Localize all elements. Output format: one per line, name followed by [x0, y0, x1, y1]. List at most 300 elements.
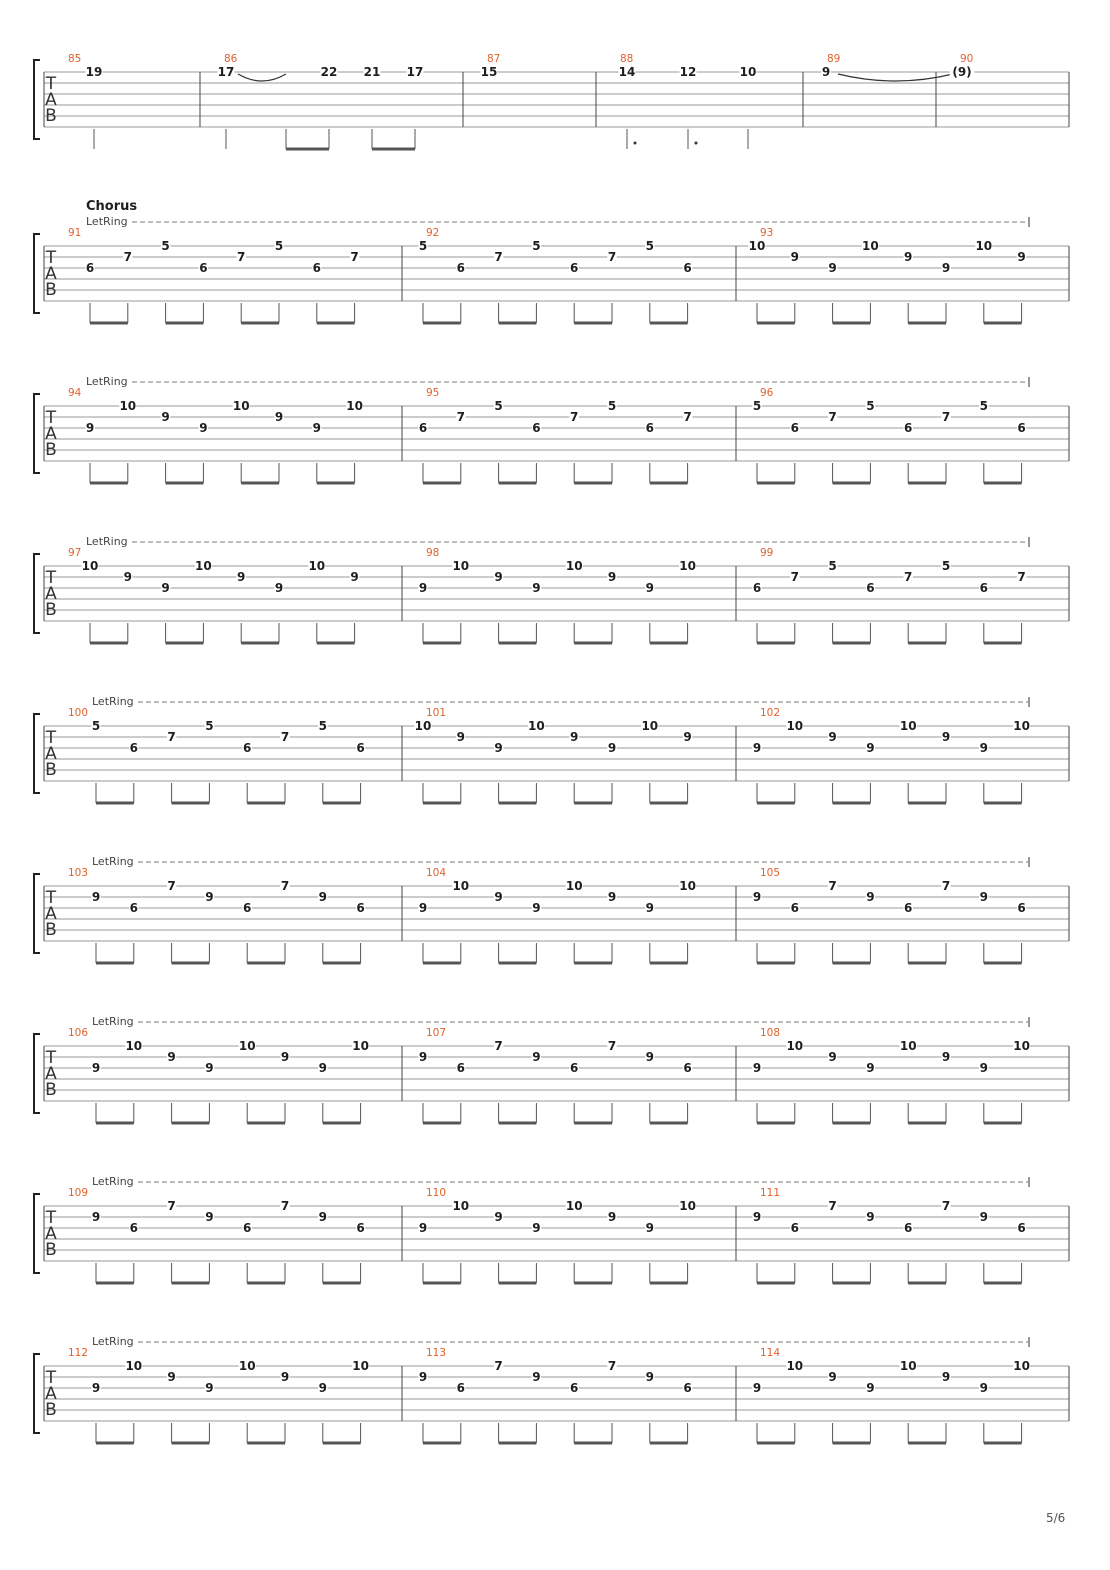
tab-system — [0, 360, 1110, 492]
fret-number: 5 — [607, 399, 617, 413]
fret-number: 7 — [941, 879, 951, 893]
fret-number: 9 — [828, 261, 837, 275]
fret-number: 7 — [237, 250, 246, 264]
fret-number: 6 — [456, 1061, 465, 1075]
fret-number: 9 — [161, 410, 170, 424]
section-label: Chorus — [86, 200, 138, 214]
fret-number: 9 — [532, 1221, 541, 1235]
tab-clef-letter: T — [45, 568, 57, 588]
tab-staff — [0, 1320, 1110, 1452]
fret-number: 9 — [91, 890, 101, 904]
fret-number: 10 — [739, 65, 757, 79]
fret-number: 6 — [570, 1061, 579, 1075]
fret-number: 7 — [167, 879, 176, 893]
dot — [695, 142, 698, 145]
fret-number: 6 — [904, 901, 913, 915]
measure-number: 113 — [426, 1347, 447, 1359]
fret-number: 7 — [1017, 570, 1026, 584]
fret-number: 9 — [161, 581, 170, 595]
tab-clef-letter: T — [45, 74, 57, 94]
fret-number: 9 — [607, 1210, 617, 1224]
fret-number: 7 — [941, 410, 951, 424]
fret-number: 15 — [480, 65, 498, 79]
fret-number: 10 — [528, 719, 545, 733]
staff-bracket — [34, 554, 40, 633]
fret-number: 9 — [979, 1061, 988, 1075]
tab-system — [0, 840, 1110, 972]
measure-number: 110 — [426, 1187, 447, 1199]
letring-label: LetRing — [86, 215, 128, 228]
fret-number: 6 — [356, 901, 365, 915]
fret-number: 9 — [866, 890, 875, 904]
fret-number: 10 — [899, 719, 917, 733]
fret-number: 9 — [123, 570, 132, 584]
fret-number: 5 — [866, 399, 875, 413]
fret-number: 9 — [494, 741, 503, 755]
fret-number: 6 — [418, 421, 428, 435]
measure-number: 91 — [68, 227, 82, 239]
fret-number: 6 — [645, 421, 654, 435]
fret-number: 9 — [418, 1221, 428, 1235]
fret-number: 9 — [199, 421, 208, 435]
fret-number: 10 — [565, 879, 583, 893]
tab-clef-letter: T — [45, 728, 57, 748]
fret-number: 9 — [532, 1050, 541, 1064]
tab-clef-letter: A — [45, 424, 57, 444]
fret-number: 9 — [532, 1370, 541, 1384]
fret-number: 9 — [752, 1210, 762, 1224]
tab-staff — [0, 1160, 1110, 1292]
letring-label: LetRing — [86, 535, 128, 548]
fret-number: 6 — [570, 1381, 579, 1395]
fret-number: 6 — [243, 1221, 252, 1235]
fret-number: 9 — [418, 1370, 428, 1384]
letring-label: LetRing — [92, 855, 134, 868]
fret-number: 10 — [679, 559, 696, 573]
fret-number: 9 — [280, 1370, 290, 1384]
staff-bracket — [34, 60, 40, 139]
measure-number: 93 — [760, 227, 774, 239]
measure-number: 90 — [960, 53, 974, 65]
fret-number: 5 — [979, 399, 988, 413]
fret-number: 5 — [161, 239, 170, 253]
fret-number: 9 — [752, 890, 762, 904]
fret-number: 9 — [979, 741, 988, 755]
tab-staff — [0, 1000, 1110, 1132]
tab-clef-letter: B — [45, 760, 57, 780]
fret-number: 10 — [641, 719, 659, 733]
fret-number: 10 — [786, 719, 804, 733]
measure-number: 109 — [68, 1187, 89, 1199]
fret-number: 9 — [941, 261, 951, 275]
fret-number: 12 — [679, 65, 697, 79]
fret-number: 6 — [790, 901, 799, 915]
fret-number: 10 — [232, 399, 250, 413]
fret-number: 6 — [129, 901, 138, 915]
tab-clef-letter: A — [45, 264, 57, 284]
measure-number: 111 — [760, 1187, 781, 1199]
fret-number: 9 — [790, 250, 799, 264]
fret-number: 7 — [167, 1199, 176, 1213]
fret-number: 10 — [352, 1039, 369, 1053]
fret-number: 7 — [494, 1039, 503, 1053]
tab-system — [0, 26, 1110, 158]
fret-number: 10 — [238, 1359, 256, 1373]
fret-number: 6 — [570, 261, 579, 275]
fret-number: 22 — [320, 65, 338, 79]
tab-staff — [0, 680, 1110, 812]
fret-number: 9 — [274, 581, 284, 595]
fret-number: 9 — [866, 1210, 875, 1224]
fret-number: 7 — [280, 879, 290, 893]
tab-clef-letter: B — [45, 1240, 57, 1260]
fret-number: 9 — [570, 730, 579, 744]
fret-number: 6 — [356, 741, 365, 755]
fret-number: 9 — [494, 1210, 503, 1224]
fret-number: 6 — [683, 1061, 692, 1075]
fret-number: 10 — [565, 1199, 583, 1213]
fret-number: 9 — [828, 1050, 837, 1064]
tab-clef-letter: B — [45, 920, 57, 940]
fret-number: 9 — [418, 581, 428, 595]
tab-clef-letter: B — [45, 600, 57, 620]
staff-bracket — [34, 1194, 40, 1273]
fret-number: (9) — [952, 65, 972, 79]
tab-clef-letter: B — [45, 280, 57, 300]
fret-number: 6 — [312, 261, 321, 275]
fret-number: 9 — [318, 890, 327, 904]
fret-number: 9 — [237, 570, 246, 584]
tab-system — [0, 520, 1110, 652]
measure-number: 92 — [426, 227, 440, 239]
fret-number: 5 — [274, 239, 284, 253]
fret-number: 10 — [1013, 1359, 1030, 1373]
fret-number: 7 — [790, 570, 799, 584]
fret-number: 5 — [205, 719, 214, 733]
fret-number: 5 — [941, 559, 951, 573]
fret-number: 9 — [866, 1061, 875, 1075]
fret-number: 7 — [828, 879, 837, 893]
fret-number: 17 — [217, 65, 235, 79]
fret-number: 6 — [979, 581, 988, 595]
tab-staff — [0, 840, 1110, 972]
fret-number: 9 — [752, 1381, 762, 1395]
tab-system — [0, 1320, 1110, 1452]
fret-number: 9 — [752, 1061, 762, 1075]
fret-number: 9 — [274, 410, 284, 424]
letring-label: LetRing — [92, 1175, 134, 1188]
tab-clef-letter: A — [45, 904, 57, 924]
tab-staff — [0, 200, 1110, 332]
staff-bracket — [34, 874, 40, 953]
fret-number: 10 — [452, 559, 470, 573]
measure-number: 104 — [426, 867, 447, 879]
fret-number: 6 — [456, 261, 465, 275]
fret-number: 5 — [318, 719, 327, 733]
fret-number: 5 — [752, 399, 762, 413]
measure-number: 107 — [426, 1027, 447, 1039]
fret-number: 9 — [85, 421, 95, 435]
fret-number: 7 — [280, 730, 290, 744]
fret-number: 10 — [119, 399, 137, 413]
tab-clef-letter: A — [45, 1064, 57, 1084]
tab-staff — [0, 360, 1110, 492]
fret-number: 9 — [91, 1061, 101, 1075]
tab-clef-letter: T — [45, 408, 57, 428]
fret-number: 6 — [129, 741, 138, 755]
tab-system — [0, 1000, 1110, 1132]
letring-label: LetRing — [92, 1335, 134, 1348]
tab-clef-letter: T — [45, 888, 57, 908]
fret-number: 7 — [607, 1359, 617, 1373]
fret-number: 7 — [350, 250, 359, 264]
fret-number: 9 — [941, 730, 951, 744]
fret-number: 9 — [645, 901, 654, 915]
fret-number: 6 — [85, 261, 95, 275]
tab-staff — [0, 520, 1110, 652]
fret-number: 6 — [904, 421, 913, 435]
fret-number: 9 — [941, 1050, 951, 1064]
tab-clef-letter: B — [45, 1400, 57, 1420]
fret-number: 6 — [752, 581, 762, 595]
fret-number: 10 — [195, 559, 212, 573]
fret-number: 9 — [1017, 250, 1026, 264]
fret-number: 9 — [979, 890, 988, 904]
measure-number: 87 — [487, 53, 501, 65]
fret-number: 9 — [941, 1370, 951, 1384]
fret-number: 9 — [979, 1381, 988, 1395]
tab-clef-letter: A — [45, 90, 57, 110]
fret-number: 9 — [205, 890, 214, 904]
fret-number: 6 — [356, 1221, 365, 1235]
tab-staff — [0, 26, 1110, 158]
measure-number: 86 — [224, 53, 238, 65]
fret-number: 5 — [91, 719, 101, 733]
fret-number: 9 — [904, 250, 913, 264]
tab-clef-letter: T — [45, 1208, 57, 1228]
fret-number: 9 — [494, 570, 503, 584]
fret-number: 6 — [129, 1221, 138, 1235]
fret-number: 7 — [280, 1199, 290, 1213]
letring-label: LetRing — [92, 695, 134, 708]
fret-number: 10 — [81, 559, 99, 573]
fret-number: 10 — [679, 879, 696, 893]
tab-clef-letter: T — [45, 248, 57, 268]
fret-number: 7 — [167, 730, 176, 744]
fret-number: 9 — [607, 741, 617, 755]
fret-number: 9 — [645, 581, 654, 595]
fret-number: 9 — [645, 1370, 654, 1384]
fret-number: 10 — [414, 719, 432, 733]
fret-number: 6 — [456, 1381, 465, 1395]
fret-number: 9 — [645, 1221, 654, 1235]
measure-number: 89 — [827, 53, 841, 65]
fret-number: 6 — [790, 1221, 799, 1235]
fret-number: 6 — [243, 901, 252, 915]
measure-number: 102 — [760, 707, 781, 719]
tab-clef-letter: T — [45, 1048, 57, 1068]
fret-number: 7 — [607, 250, 617, 264]
fret-number: 6 — [866, 581, 875, 595]
fret-number: 6 — [532, 421, 541, 435]
fret-number: 9 — [828, 1370, 837, 1384]
fret-number: 9 — [205, 1381, 214, 1395]
measure-number: 97 — [68, 547, 82, 559]
fret-number: 7 — [828, 410, 837, 424]
fret-number: 9 — [607, 570, 617, 584]
fret-number: 10 — [786, 1359, 804, 1373]
fret-number: 10 — [786, 1039, 804, 1053]
fret-number: 9 — [683, 730, 692, 744]
fret-number: 7 — [456, 410, 465, 424]
fret-number: 6 — [683, 261, 692, 275]
measure-number: 94 — [68, 387, 82, 399]
fret-number: 10 — [125, 1359, 143, 1373]
tie — [238, 74, 286, 81]
staff-bracket — [34, 394, 40, 473]
tab-system — [0, 680, 1110, 812]
fret-number: 10 — [679, 1199, 696, 1213]
fret-number: 9 — [456, 730, 465, 744]
fret-number: 7 — [570, 410, 579, 424]
fret-number: 9 — [979, 1210, 988, 1224]
measure-number: 108 — [760, 1027, 781, 1039]
fret-number: 9 — [645, 1050, 654, 1064]
fret-number: 7 — [123, 250, 132, 264]
tab-clef-letter: T — [45, 1368, 57, 1388]
tab-clef-letter: B — [45, 1080, 57, 1100]
fret-number: 10 — [899, 1039, 917, 1053]
fret-number: 9 — [494, 890, 503, 904]
fret-number: 10 — [346, 399, 363, 413]
fret-number: 9 — [418, 901, 428, 915]
fret-number: 9 — [866, 741, 875, 755]
fret-number: 10 — [352, 1359, 369, 1373]
measure-number: 99 — [760, 547, 774, 559]
measure-number: 95 — [426, 387, 440, 399]
fret-number: 6 — [904, 1221, 913, 1235]
tab-clef-letter: B — [45, 106, 57, 126]
tab-clef-letter: A — [45, 1384, 57, 1404]
fret-number: 9 — [280, 1050, 290, 1064]
tab-clef-letter: A — [45, 744, 57, 764]
letring-label: LetRing — [92, 1015, 134, 1028]
fret-number: 6 — [790, 421, 799, 435]
fret-number: 9 — [91, 1210, 101, 1224]
fret-number: 7 — [828, 1199, 837, 1213]
measure-number: 98 — [426, 547, 440, 559]
fret-number: 7 — [904, 570, 913, 584]
fret-number: 10 — [748, 239, 766, 253]
staff-bracket — [34, 234, 40, 313]
fret-number: 7 — [941, 1199, 951, 1213]
fret-number: 9 — [752, 741, 762, 755]
tab-clef-letter: A — [45, 1224, 57, 1244]
fret-number: 7 — [607, 1039, 617, 1053]
fret-number: 9 — [167, 1050, 176, 1064]
fret-number: 9 — [821, 65, 831, 79]
fret-number: 6 — [683, 1381, 692, 1395]
fret-number: 5 — [494, 399, 503, 413]
measure-number: 105 — [760, 867, 781, 879]
measure-number: 114 — [760, 1347, 781, 1359]
fret-number: 6 — [1017, 1221, 1026, 1235]
fret-number: 10 — [238, 1039, 256, 1053]
fret-number: 9 — [318, 1381, 327, 1395]
letring-label: LetRing — [86, 375, 128, 388]
fret-number: 6 — [199, 261, 208, 275]
fret-number: 9 — [532, 581, 541, 595]
fret-number: 9 — [828, 730, 837, 744]
fret-number: 9 — [205, 1061, 214, 1075]
fret-number: 10 — [125, 1039, 143, 1053]
fret-number: 10 — [308, 559, 326, 573]
fret-number: 7 — [683, 410, 692, 424]
fret-number: 10 — [1013, 719, 1030, 733]
measure-number: 100 — [68, 707, 89, 719]
page-number: 5/6 — [1046, 1511, 1066, 1525]
fret-number: 5 — [828, 559, 837, 573]
fret-number: 14 — [618, 65, 636, 79]
fret-number: 9 — [205, 1210, 214, 1224]
fret-number: 9 — [312, 421, 321, 435]
dot — [634, 142, 637, 145]
fret-number: 10 — [1013, 1039, 1030, 1053]
fret-number: 7 — [494, 1359, 503, 1373]
measure-number: 112 — [68, 1347, 89, 1359]
measure-number: 88 — [620, 53, 634, 65]
fret-number: 10 — [452, 1199, 470, 1213]
fret-number: 6 — [1017, 421, 1026, 435]
fret-number: 6 — [243, 741, 252, 755]
fret-number: 5 — [645, 239, 654, 253]
fret-number: 21 — [363, 65, 381, 79]
staff-bracket — [34, 714, 40, 793]
fret-number: 5 — [532, 239, 541, 253]
fret-number: 10 — [452, 879, 470, 893]
fret-number: 10 — [975, 239, 993, 253]
fret-number: 10 — [565, 559, 583, 573]
staff-bracket — [34, 1034, 40, 1113]
fret-number: 10 — [899, 1359, 917, 1373]
measure-number: 103 — [68, 867, 89, 879]
fret-number: 9 — [91, 1381, 101, 1395]
fret-number: 7 — [494, 250, 503, 264]
fret-number: 6 — [1017, 901, 1026, 915]
measure-number: 101 — [426, 707, 447, 719]
measure-number: 106 — [68, 1027, 89, 1039]
fret-number: 9 — [318, 1210, 327, 1224]
tab-system — [0, 1160, 1110, 1292]
fret-number: 19 — [85, 65, 103, 79]
fret-number: 9 — [167, 1370, 176, 1384]
fret-number: 9 — [532, 901, 541, 915]
fret-number: 17 — [406, 65, 424, 79]
fret-number: 9 — [866, 1381, 875, 1395]
measure-number: 85 — [68, 53, 82, 65]
fret-number: 9 — [418, 1050, 428, 1064]
fret-number: 10 — [862, 239, 879, 253]
staff-bracket — [34, 1354, 40, 1433]
fret-number: 9 — [350, 570, 359, 584]
fret-number: 9 — [318, 1061, 327, 1075]
fret-number: 9 — [607, 890, 617, 904]
fret-number: 5 — [418, 239, 428, 253]
tab-clef-letter: B — [45, 440, 57, 460]
tab-clef-letter: A — [45, 584, 57, 604]
measure-number: 96 — [760, 387, 774, 399]
tab-system — [0, 200, 1110, 332]
